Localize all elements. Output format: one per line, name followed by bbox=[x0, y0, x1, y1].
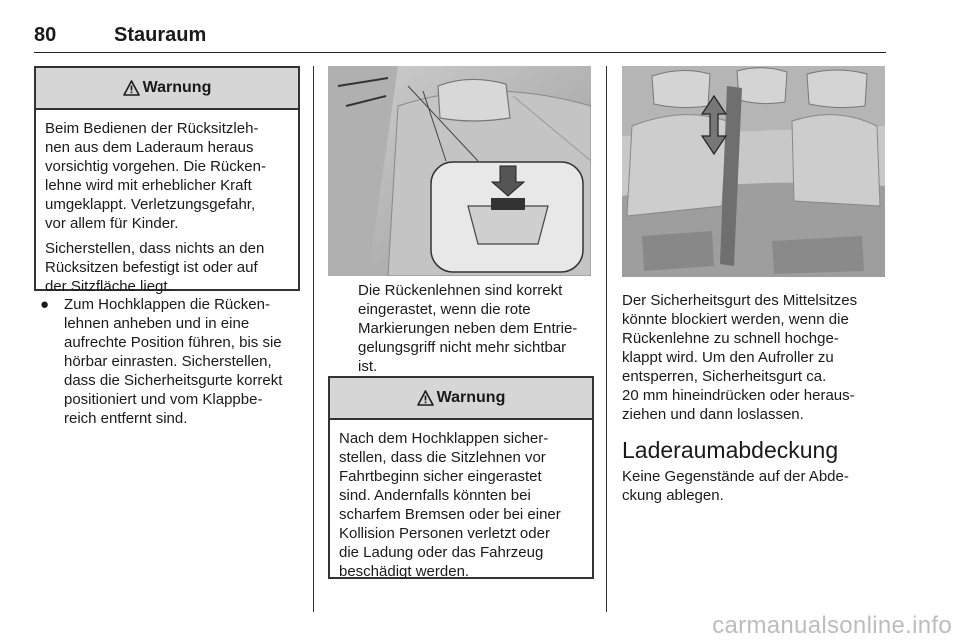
watermark: carmanualsonline.info bbox=[712, 612, 952, 639]
column-divider bbox=[313, 66, 314, 612]
warning-title: Warnung bbox=[436, 389, 506, 406]
page-section-title: Stauraum bbox=[114, 24, 207, 46]
warning-header bbox=[36, 68, 298, 110]
warning-header bbox=[330, 378, 592, 420]
warning-box bbox=[34, 66, 300, 295]
figure1-caption: Die Rückenlehnen sind korrekt eingerastet, wenn die rote Markierungen neben dem Entrie- gelungsgriff nicht mehr sichtbar ist. bbox=[358, 282, 578, 375]
warning-box bbox=[328, 376, 594, 579]
page-number: 80 bbox=[34, 24, 57, 46]
section-heading: Laderaumabdeckung bbox=[622, 437, 839, 463]
instruction-list-item bbox=[40, 295, 306, 435]
figure-seat-latch bbox=[328, 66, 591, 276]
warning-paragraph: Nach dem Hochklappen sicher- stellen, dass die Sitzlehnen vor Fahrtbeginn sicher eingerastet sind. Andernfalls könnten bei scharfem Bremsen oder bei einer Kollision Personen verletzt oder die Ladung oder das Fahrzeug beschädigt werden. bbox=[339, 430, 561, 580]
column-divider bbox=[606, 66, 607, 612]
page-header bbox=[34, 22, 886, 53]
warning-body bbox=[36, 110, 298, 304]
bullet-icon: ● bbox=[40, 296, 50, 313]
warning-paragraph: Sicherstellen, dass nichts an den Rücksitzen befestigt ist oder auf der Sitzfläche liegt. bbox=[45, 240, 265, 295]
instruction-text: Zum Hochklappen die Rücken- lehnen anheben und in eine aufrechte Position führen, bis sie hörbar einrasten. Sicherstellen, dass die Sicherheitsgurte korrekt positioniert und vom Klappbe- reich entfernt sind. bbox=[64, 296, 283, 427]
warning-triangle-icon bbox=[123, 80, 140, 96]
warning-paragraph: Beim Bedienen der Rücksitzleh- nen aus dem Laderaum heraus vorsichtig vorgehen. Die Rücken- lehne wird mit erheblicher Kraft umgeklappt. Verletzungsgefahr, vor allem für Kinder. bbox=[45, 120, 266, 232]
warning-body bbox=[330, 420, 592, 589]
warning-triangle-icon bbox=[417, 390, 434, 406]
section-text: Keine Gegenstände auf der Abde- ckung ablegen. bbox=[622, 468, 849, 504]
figure2-caption: Der Sicherheitsgurt des Mittelsitzes könnte blockiert werden, wenn die Rückenlehne zu schnell hochge- klappt wird. Um den Aufroller zu entsperren, Sicherheitsgurt ca. 20 mm hineindrücken oder heraus- ziehen und dann loslassen. bbox=[622, 292, 858, 423]
warning-title: Warnung bbox=[142, 79, 212, 96]
figure-seat-belt bbox=[622, 66, 885, 277]
